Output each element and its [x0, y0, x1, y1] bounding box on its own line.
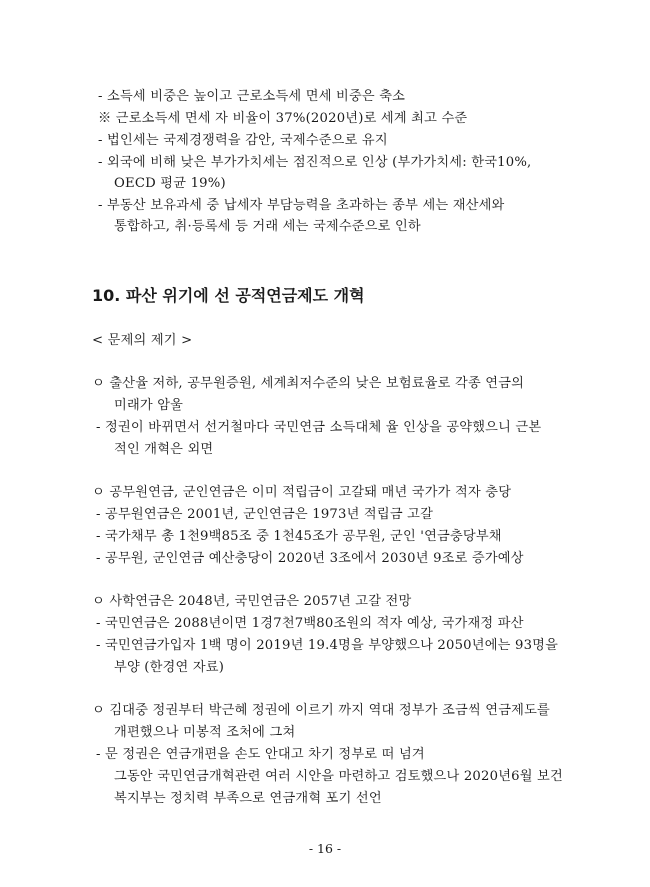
block4-dash-cont-1: 그동안 국민연금개혁관련 여러 시안을 마련하고 검토했으나 2020년6월 보건	[114, 769, 563, 784]
block4-bullet: ㅇ 김대중 정권부터 박근혜 정권에 이르기 까지 역대 정부가 조금씩 연금제도를	[92, 703, 550, 718]
section-title: 10. 파산 위기에 선 공적연금제도 개혁	[92, 286, 365, 305]
block4-dash: - 문 정권은 연금개편을 손도 안대고 차기 정부로 떠 넘겨	[96, 747, 425, 762]
block2-dash-2: - 국가채무 총 1천9백85조 중 1천45조가 공무원, 군인 '연금충당부채	[96, 529, 502, 544]
block4-dash-cont-2: 복지부는 정치력 부족으로 연금개혁 포기 선언	[114, 791, 382, 806]
top-list-item-3-cont: OECD 평균 19%)	[114, 176, 226, 191]
problem-label: < 문제의 제기 >	[92, 333, 193, 348]
page-number: - 16 -	[308, 841, 342, 856]
block3-dash-2: - 국민연금가입자 1백 명이 2019년 19.4명을 부양했으나 2050년에는 93명을	[96, 638, 559, 653]
block1-dash-cont: 적인 개혁은 외면	[114, 442, 214, 457]
block4-bullet-cont: 개편했으나 미봉적 조처에 그쳐	[114, 725, 296, 740]
block3-dash-1: - 국민연금은 2088년이면 1경7천7백80조원의 적자 예상, 국가재정 파산	[96, 616, 524, 631]
top-list-note: ※ 근로소득세 면세 자 비율이 37%(2020년)로 세계 최고 수준	[98, 111, 468, 126]
top-list-item-1: - 소득세 비중은 높이고 근로소득세 면세 비중은 축소	[98, 89, 406, 104]
block1-bullet: ㅇ 출산율 저하, 공무원증원, 세계최저수준의 낮은 보험료율로 각종 연금의	[92, 376, 525, 391]
block2-dash-3: - 공무원, 군인연금 예산충당이 2020년 3조에서 2030년 9조로 증가예상	[96, 551, 524, 566]
top-list-item-4-cont: 통합하고, 취·등록세 등 거래 세는 국제수준으로 인하	[114, 219, 421, 234]
top-list-item-3: - 외국에 비해 낮은 부가가치세는 점진적으로 인상 (부가가치세: 한국10%,	[98, 155, 532, 170]
block1-dash: - 정권이 바뀌면서 선거철마다 국민연금 소득대체 율 인상을 공약했으니 근본	[96, 420, 542, 435]
block2-bullet: ㅇ 공무원연금, 군인연금은 이미 적립금이 고갈돼 매년 국가가 적자 충당	[92, 485, 512, 500]
block3-bullet: ㅇ 사학연금은 2048년, 국민연금은 2057년 고갈 전망	[92, 594, 412, 609]
top-list-item-2: - 법인세는 국제경쟁력을 감안, 국제수준으로 유지	[98, 133, 388, 148]
block2-dash-1: - 공무원연금은 2001년, 군인연금은 1973년 적립금 고갈	[96, 507, 434, 522]
block3-dash-2-cont: 부양 (한경연 자료)	[114, 660, 225, 675]
top-list-item-4: - 부동산 보유과세 중 납세자 부담능력을 초과하는 종부 세는 재산세와	[98, 198, 505, 213]
block1-bullet-cont: 미래가 암울	[114, 398, 184, 413]
